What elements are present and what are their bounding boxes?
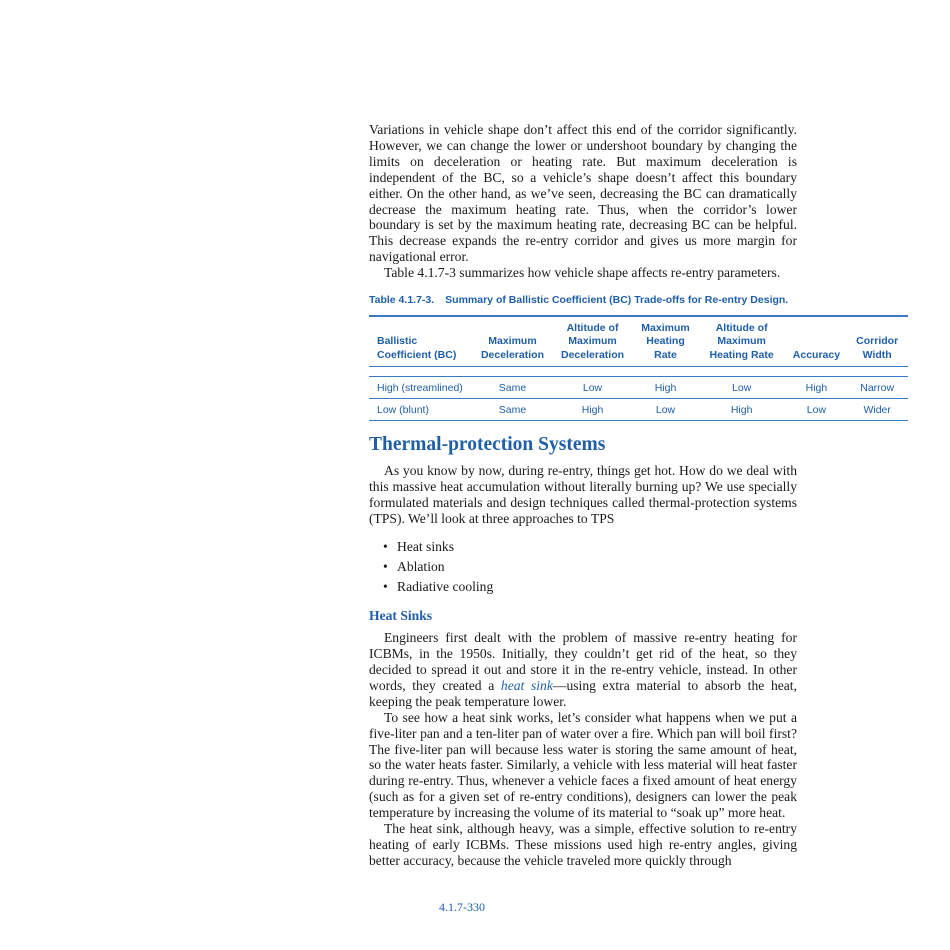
table-cell: Low bbox=[787, 398, 847, 420]
table-divider bbox=[369, 366, 908, 376]
bullet-icon: • bbox=[383, 558, 388, 574]
page-number: 4.1.7-330 bbox=[439, 900, 485, 914]
table-header-cell: Altitude of Maximum Heating Rate bbox=[697, 316, 787, 366]
table-cell: High bbox=[551, 398, 634, 420]
section-heading: Thermal-protection Systems bbox=[369, 433, 606, 455]
body-paragraph: The heat sink, although heavy, was a simple, effective solution to re-entry heating of early ICBMs. These missions used high re-entry angles, giving better accuracy, because the vehicle traveled more quickly through bbox=[369, 821, 797, 868]
bc-tradeoff-table bbox=[369, 315, 908, 421]
table-cell: High bbox=[787, 376, 847, 398]
table-header-cell: Corridor Width bbox=[846, 316, 908, 366]
table-cell: Low (blunt) bbox=[369, 398, 474, 420]
table-cell: Wider bbox=[846, 398, 908, 420]
table-header-cell: Ballistic Coefficient (BC) bbox=[369, 316, 474, 366]
page-content bbox=[369, 122, 899, 869]
list-item: • Radiative cooling bbox=[383, 577, 797, 597]
table-caption-number: Table 4.1.7-3. bbox=[369, 294, 435, 307]
table-cell: High bbox=[634, 376, 697, 398]
table-caption-title: Summary of Ballistic Coefficient (BC) Trade-offs for Re-entry Design. bbox=[445, 294, 789, 307]
table-cell: Same bbox=[474, 398, 551, 420]
table-cell: Low bbox=[697, 376, 787, 398]
table-cell: Low bbox=[551, 376, 634, 398]
subsection-heading: Heat Sinks bbox=[369, 608, 433, 624]
table-header-cell: Maximum Deceleration bbox=[474, 316, 551, 366]
table-header-cell: Maximum Heating Rate bbox=[634, 316, 697, 366]
glossary-term: heat sink bbox=[500, 677, 553, 693]
table-row bbox=[369, 398, 908, 420]
body-paragraph: Table 4.1.7-3 summarizes how vehicle shape affects re-entry parameters. bbox=[384, 265, 781, 281]
table-cell: High bbox=[697, 398, 787, 420]
body-paragraph: Engineers first dealt with the problem of massive re-entry heating for ICBMs, in the 1950s. Initially, they couldn’t get rid of the heat, so they decided to spread it out and store it in the re-entry vehicle, instead. In other words, they created a heat sink—using extra material to absorb the heat, keeping the peak temperature lower. bbox=[369, 630, 797, 709]
table-caption bbox=[369, 294, 797, 306]
table-cell: High (streamlined) bbox=[369, 376, 474, 398]
table-row bbox=[369, 376, 908, 398]
body-paragraph: Variations in vehicle shape don’t affect this end of the corridor significantly. However, we can change the lower or undershoot boundary by changing the limits on deceleration or heating rate. But maximum deceleration is independent of the BC, so a vehicle’s shape doesn’t affect this boundary either. On the other hand, as we’ve seen, decreasing the BC can dramatically decrease the maximum heating rate. Thus, when the corridor’s lower boundary is set by the maximum heating rate, decreasing BC can be helpful. This decrease expands the re-entry corridor and gives us more margin for navigational error. bbox=[369, 122, 797, 265]
list-item: • Ablation bbox=[383, 557, 797, 577]
tps-approach-list bbox=[369, 537, 797, 598]
bullet-icon: • bbox=[383, 578, 388, 594]
table-cell: Low bbox=[634, 398, 697, 420]
body-paragraph: To see how a heat sink works, let’s consider what happens when we put a five-liter pan and a ten-liter pan of water over a fire. Which pan will boil first? The five-liter pan will because less water is storing the same amount of heat, so the water heats faster. Similarly, a vehicle with less material will heat faster during re-entry. Thus, whenever a vehicle faces a fixed amount of heat energy (such as for a given set of re-entry conditions), designers can lower the peak temperature by increasing the volume of its material to “soak up” more heat. bbox=[369, 709, 797, 821]
bullet-icon: • bbox=[383, 538, 388, 554]
list-item: • Heat sinks bbox=[383, 537, 797, 557]
table-cell: Narrow bbox=[846, 376, 908, 398]
table-header-row bbox=[369, 316, 908, 366]
table-cell: Same bbox=[474, 376, 551, 398]
table-header-cell: Altitude of Maximum Deceleration bbox=[551, 316, 634, 366]
body-paragraph: As you know by now, during re-entry, things get hot. How do we deal with this massive heat accumulation without literally burning up? We use specially formulated materials and design techniques called thermal-protection systems (TPS). We’ll look at three approaches to TPS bbox=[369, 462, 797, 526]
table-header-cell: Accuracy bbox=[787, 316, 847, 366]
